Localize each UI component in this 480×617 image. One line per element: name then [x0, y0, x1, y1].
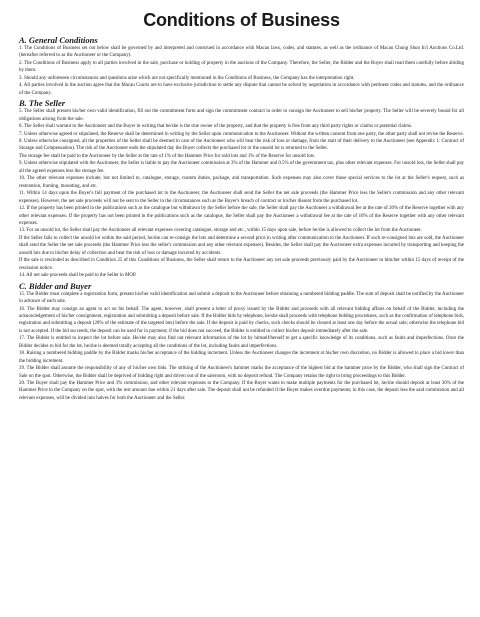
- clause-paragraph: If the Seller fails to collect the unsold lot within the said period, he/she can re-consign the lots and determine a second price in writing after communication to the Auctioneer. If such re-consigned lots are sold, the Auctioneer shall send the Seller the net sale proceeds (the Hammer Price less the seller's commission and any other relevant expenses). Besides, the Seller shall pay the Auctioneer extra expenses incurred by transporting and keeping the unsold lots due to his/her delay of collection and bear the risk of loss or damage incurred by accidents.: [19, 235, 464, 256]
- section-2: [19, 98, 464, 279]
- section-3: [19, 281, 464, 403]
- clause-paragraph: 10. The other relevant expenses include, but not limited to, catalogue, storage, custom duties, package, and transportation. Such expenses may also cover those special services to the lot at the Seller's request, such as restoration, framing, mounting, and etc.: [19, 176, 464, 189]
- clause-paragraph: 4. All parties involved in the auction agree that the Macau Courts are to have exclusive jurisdiction to settle any dispute that cannot be solved by negotiation in accordance with pertinent codes and statutes, and the ordinance of the Company.: [19, 83, 464, 96]
- document-title: Conditions of Business: [143, 10, 340, 30]
- clause-paragraph: 3. Should any unforeseen circumstances and questions arise which are not specifically mentioned in the Conditions of Business, the Company has the interpretation right.: [19, 75, 355, 81]
- clause-paragraph: 9. Unless otherwise stipulated with the Auctioneer, the Seller is liable to pay the Auctioneer commission at 3% of the Hammer and 0.5% of the government tax, plus other relevant expenses. For unsold lots, the Seller shall pay all the agreed expenses less the storage fee.: [19, 161, 464, 174]
- clause-paragraph: The storage fee shall be paid to the Auctioneer by the Seller at the rate of 1% of the Hammer Price for sold lots and 1% of the Reserve for unsold lots.: [19, 153, 316, 159]
- clause-paragraph: 8. Unless otherwise consigned, all the properties of the Seller shall be deemed in care of the Auctioneer who will bear the risk of loss or damage, from the start of their delivery to the Auctioneer (see Appendix 1: Contract of Storage and Compensation). The risk of the Auctioneer ends the stipulated day the Buyer collects the purchased lot or the unsold lot is returned to the Seller.: [19, 138, 464, 152]
- clause-paragraph: 7. Unless otherwise agreed or stipulated, the Reserve shall be determined in writing by the Seller upon communication to the Auctioneer. Without the written consent from one party, the other party shall not revise the Reserve.: [19, 131, 464, 137]
- clause-paragraph: 1. The Conditions of Business set out below shall be governed by and interpreted and construed in accordance with Macau laws, codes, and statutes, as well as the ordinance of Macau Chung Shun In'i Auctions Co.Ltd. (hereafter referred to as the Auctioneer or the Company).: [19, 46, 464, 59]
- section-1: [19, 35, 464, 97]
- clause-paragraph: If the sale is rescinded as described in Condition 25 of this Conditions of Business, the Seller shall return to the Auctioneer any net sale proceeds previously paid by the Auctioneer to him/her within 15 days of receipt of the rescission notice.: [19, 258, 464, 271]
- clause-paragraph: 5. The Seller shall present his/her own valid identification, fill out the commitment form and sign the commitment contract in order to consign the Auctioneer to sell his/her property. The Seller will be severely bound for all obligations arising from the sale.: [19, 109, 464, 122]
- clause-paragraph: 14. All net sale proceeds shall be paid to the Seller in MOP.: [19, 273, 137, 279]
- section-heading: B. The Seller: [19, 98, 66, 109]
- section-heading: C. Bidder and Buyer: [19, 280, 92, 291]
- clause-paragraph: 2. The Conditions of Business apply to all parties involved in the sale, purchase or holding of property in the auctions of the Company. Therefore, the Seller, the Bidder and the Buyer shall read them carefully before abiding by them.: [19, 60, 464, 74]
- section-heading: A. General Conditions: [19, 35, 98, 45]
- document-body: [19, 35, 464, 402]
- clause-paragraph: 13. For an unsold lot, the Seller shall pay the Auctioneer all relevant expenses covering catalogue, storage and etc., within 15 days upon sale, before he/she is allowed to collect the lot from the Auctioneer.: [19, 228, 422, 234]
- clause-paragraph: 17. The Bidder is entitled to inspect the lot before sale. He/she may also find out relevant information of the lot by himself/herself to get a specific knowledge of its conditions, such as faults and imperfections. Once the Bidder decides to bid for the lot, he/she is deemed totally accepting all the conditions of the lot, including faults and imperfections.: [19, 336, 464, 349]
- clause-paragraph: 12. If the property has been printed in the publications such as the catalogue but withdrawn by the Seller before the sale, the Seller shall pay the Auctioneer a withdrawal fee at the rate of 20% of the Reserve together with any other relevant expenses. If the property has not been printed in the publications such as the catalogue, the Seller shall pay the Auctioneer a withdrawal fee at the rate of 10% of the Reserve together with any other relevant expenses.: [19, 206, 464, 226]
- clause-paragraph: 19. The Bidder shall assume the responsibility of any of his/her own bids. The striking of the Auctioneer's hammer marks the acceptance of the highest bid at the hammer price by the Bidder, who shall sign the Contract of Sale on the spot. Otherwise, the Bidder shall be deprived of bidding right and driven out of the saleroom, with no deposit refund. The Company retains the right to bring proceedings to this Bidder.: [19, 366, 464, 379]
- clause-paragraph: 11. Within 14 days upon the Buyer's full payment of the purchased lot to the Auctioneer, the Auctioneer shall send the Seller the net sale proceeds (the Hammer Price less the Seller's commission and any other relevant expenses). However, the net sale proceeds will not be sent to the Seller in the circumstances such as the Buyer's breach of contract or his/her dissent from the purchased lot.: [19, 191, 464, 204]
- clause-paragraph: 16. The Bidder may consign an agent to act on his behalf. The agent, however, shall present a letter of proxy issued by the Bidder and proceeds with all relevant bidding affairs on behalf of the Bidder, including the acknowledgement of his/her consignment, registration and submitting a deposit before sale. If the Bidder bids by telephone, he/she shall proceeds with telephone bidding procedures, such as the confirmation of telephone bids, registration and submitting a deposit (20% of the estimate of the targeted lots) before the sale. If the deposit is paid by checks, such checks should be cleared at least one day before the actual sale; otherwise the telephone bid is not accepted. If the bid succeeds, the deposit can be used for in payment; if the bid does not succeed, the Bidder is entitled to collect his/her deposit immediately after the sale.: [19, 306, 464, 334]
- clause-paragraph: 6. The Seller shall warrant to the Auctioneer and the Buyer in writing that he/she is the true owner of the property, and that the property is free from any third party rights or claims or potential claims.: [19, 124, 413, 130]
- clause-paragraph: 18. Raising a numbered bidding paddle by the Bidder marks his/her acceptance of the bidding increment. Unless the Auctioneer changes the increment at his/her own discretion, no Bidder is allowed to place a bid lower than the bidding increment.: [19, 351, 464, 364]
- clause-paragraph: 20. The Buyer shall pay the Hammer Price and 3% commission, and other relevant expenses to the Company. If the Buyer wants to make multiple payments for the purchased lot, he/she should deposit at least 30% of the Hammer Price to the Company on the spot, with the rest amount due within 21 days after sale. The deposit shall not be refunded if the Buyer makes overdue payments; in this case, the deposit less the said commission and all relevant expenses, will be divided into halves for both the Auctioneer and the Seller.: [19, 381, 464, 401]
- clause-paragraph: 15. The Bidder must complete a registration form, present his/her valid identification and submit a deposit to the Auctioneer before obtaining a numbered bidding paddle. The sum of deposit shall be notified by the Auctioneer in advance of each sale.: [19, 291, 464, 305]
